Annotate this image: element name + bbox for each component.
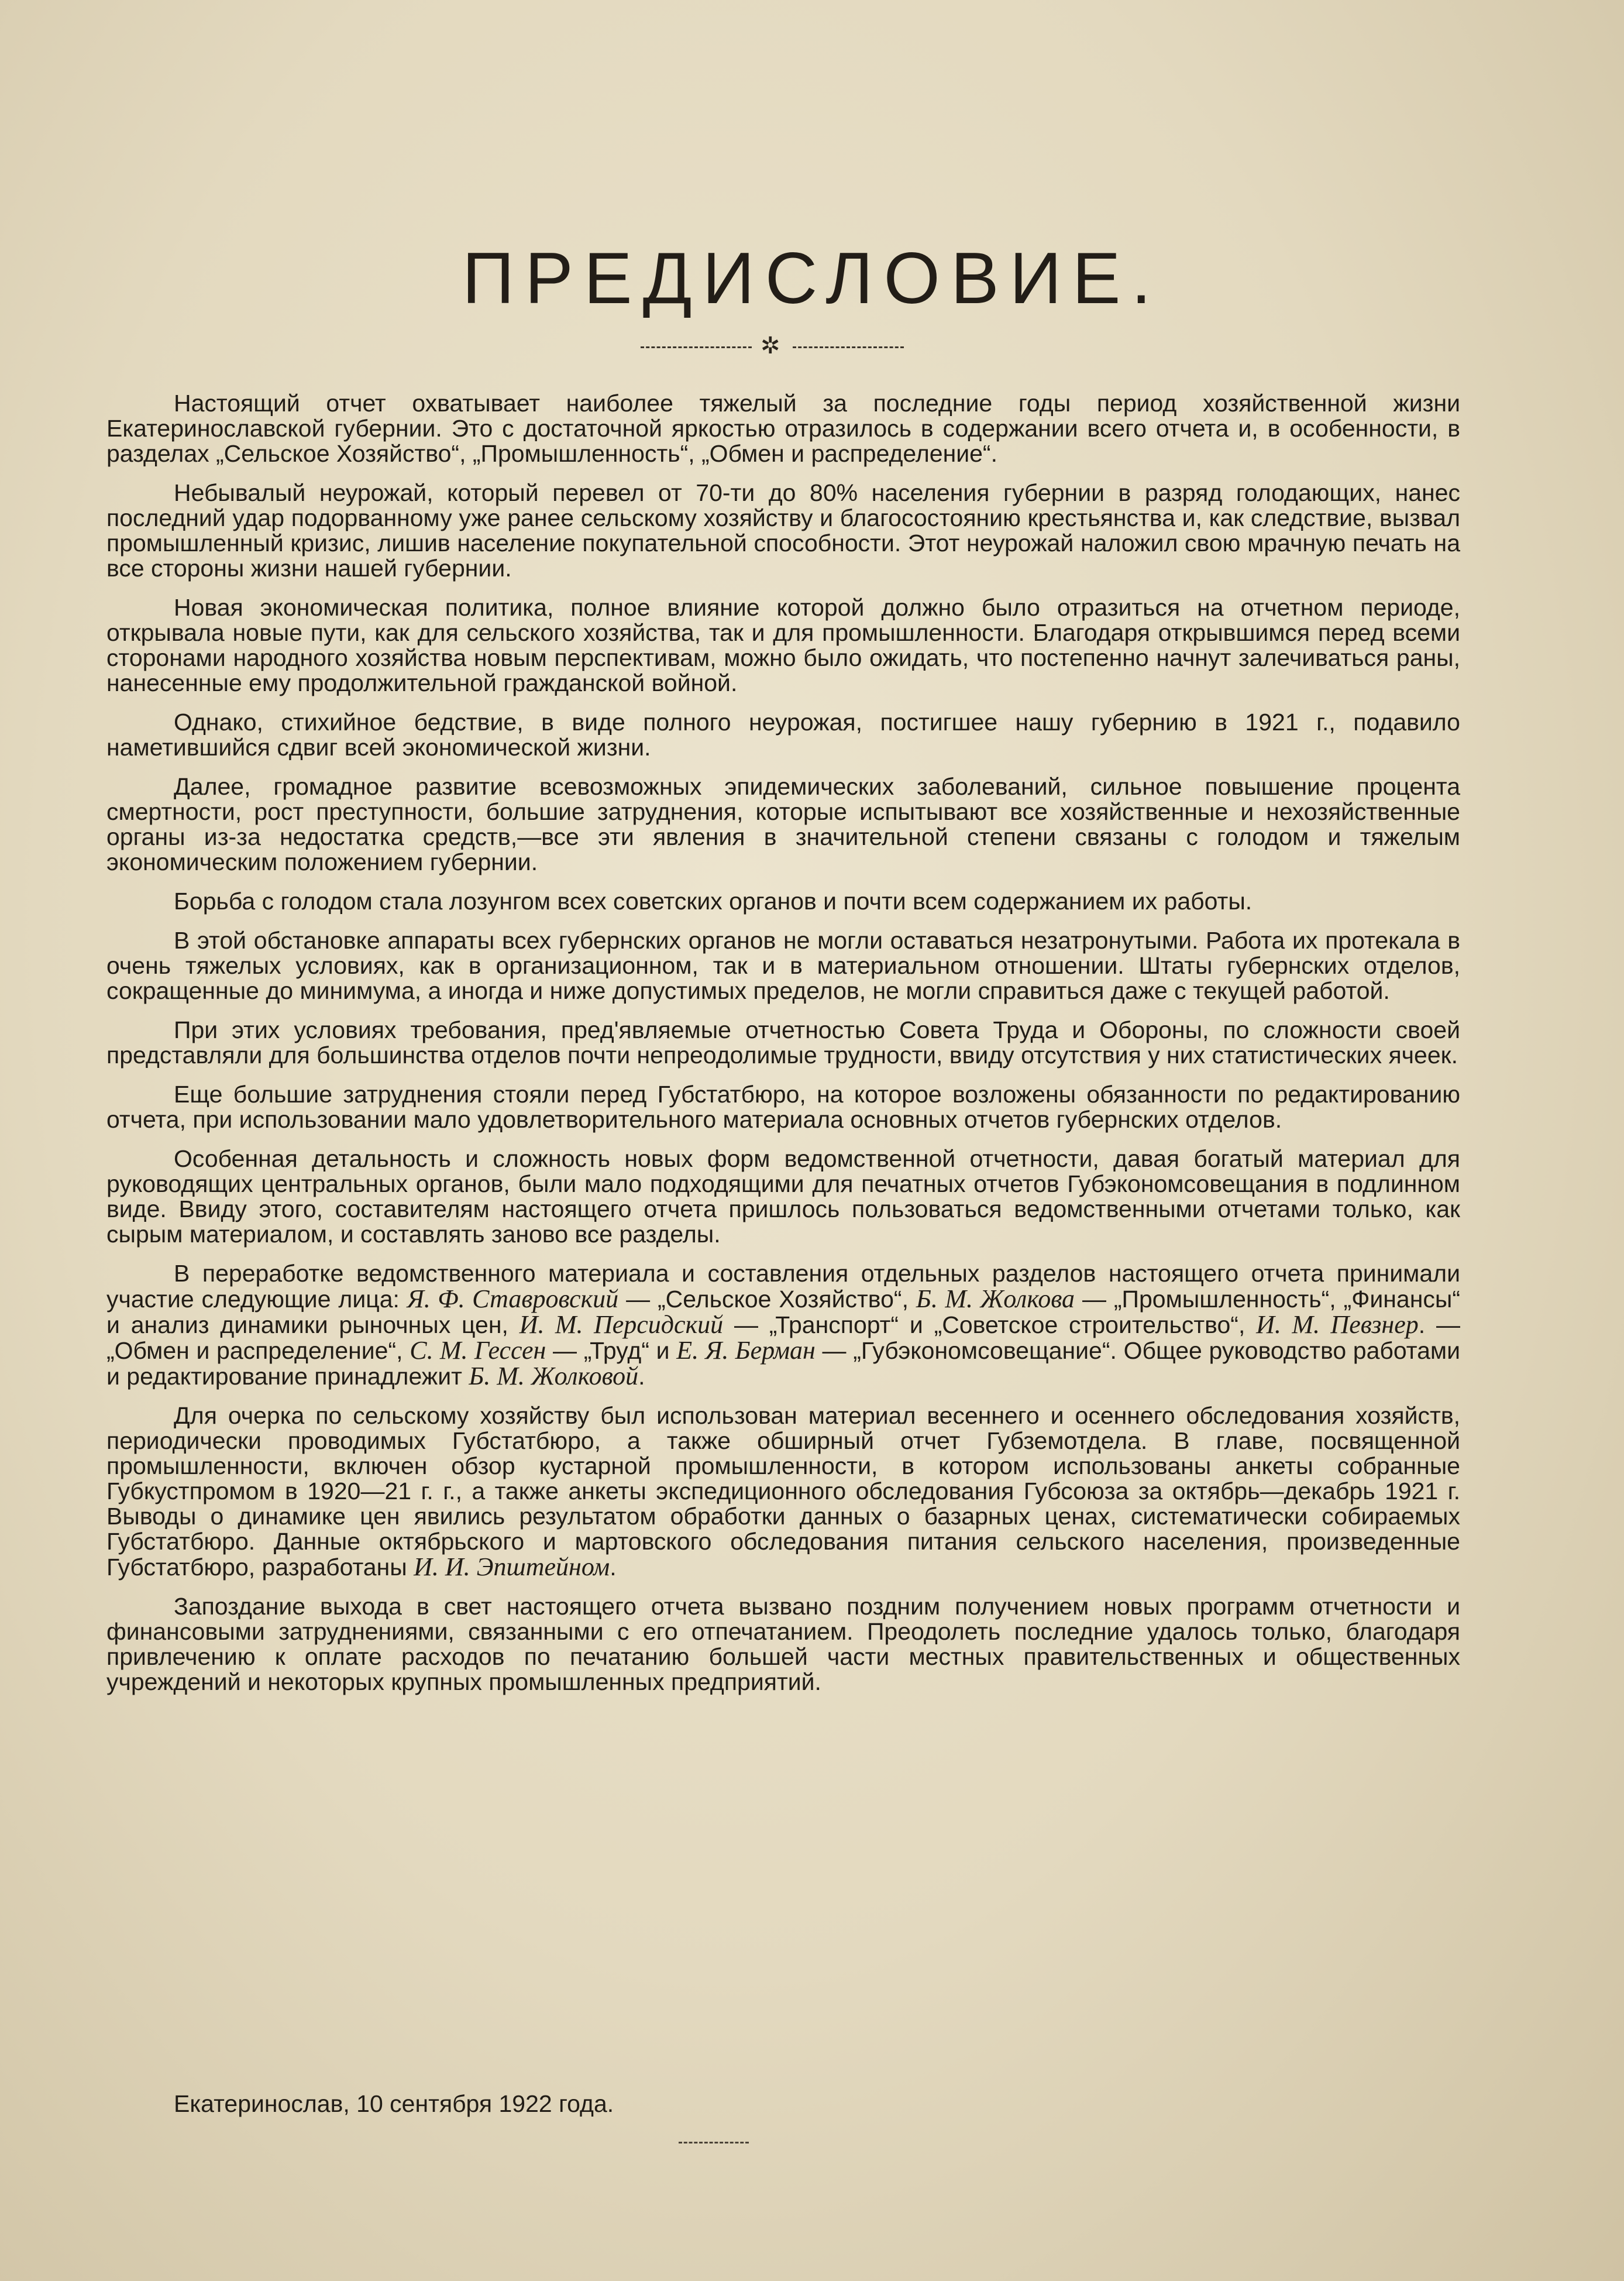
ornament-line-right <box>793 346 904 348</box>
author-name: И. И. Эпштейном <box>414 1552 610 1581</box>
page-title: ПРЕДИСЛОВИЕ. <box>462 238 1162 319</box>
text-run: . <box>610 1554 617 1581</box>
asterisk-ornament-icon: ✲ <box>761 332 780 359</box>
text-run: . — „Обмен и распределение“, <box>106 1311 1460 1364</box>
text-run: . <box>638 1363 645 1390</box>
author-name: Я. Ф. Ставровский <box>407 1284 619 1313</box>
text-run: — „Промышленность“, „Финансы“ и анализ динамики рыночных цен, <box>106 1286 1460 1338</box>
paragraph-8: При этих условиях требования, пред'являемые отчетностью Совета Труда и Обороны, по сложности своей представляли для большинства отделов почти непреодолимые трудности, ввиду отсутствия у них статистических ячеек. <box>106 1016 1460 1069</box>
author-name: Е. Я. Берман <box>676 1336 816 1365</box>
text-run: — „Губэкономсовещание“. Общее руководство работами и редактирование принадлежит <box>106 1337 1461 1390</box>
text-run: — „Труд“ и <box>546 1337 677 1364</box>
paragraph-2: Небывалый неурожай, который перевел от 70-ти до 80% населения губернии в разряд голодающих, нанес последний удар подорванному уже ранее сельскому хозяйству и благосостоянию крестьянства и, как следствие, вызвал промышленный кризис, лишив население покупательной способности. Этот неурожай наложил свою мрачную печать на все стороны жизни нашей губернии. <box>106 479 1460 582</box>
ornament-line-left <box>641 346 752 348</box>
author-name: И. М. Персидский <box>519 1310 724 1339</box>
text-run: — „Сельское Хозяйство“, <box>618 1286 916 1313</box>
text-run: Для очерка по сельскому хозяйству был использован материал весеннего и осеннего обследования хозяйств, периодически проводимых Губстатбюро, а также обширный отчет Губземотдела. В главе, посвященной промышленности, включен обзор кустарной промышленности, в котором использованы анкеты собранные Губкустпромом в 1920—21 г. г., а также анкеты экспедиционного обследования Губсоюза за октябрь—декабрь 1921 г. Выводы о динамике цен явились результатом обработки данных о базарных ценах, систематически собираемых Губстатбюро. Данные октябрьского и мартовского обследования питания сельского населения, произведенные Губстатбюро, разработаны <box>106 1402 1460 1581</box>
paragraph-10: Особенная детальность и сложность новых форм ведомственной отчетности, давая богатый материал для руководящих центральных органов, были мало подходящими для печатных отчетов Губэкономсовещания в подлинном виде. Ввиду этого, составителям настоящего отчета пришлось пользоваться ведомственными отчетами только, как сырым материалом, и составлять заново все разделы. <box>106 1145 1460 1248</box>
paragraph-6: Борьба с голодом стала лозунгом всех советских органов и почти всем содержанием их работы. <box>174 888 1253 915</box>
text-run: — „Транспорт“ и „Советское строительство“, <box>723 1311 1257 1338</box>
bleed-through-text <box>1498 135 1525 235</box>
text-run: В переработке ведомственного материала и составления отдельных разделов настоящего отчета принимали участие следующие лица: <box>106 1260 1460 1313</box>
paragraph-5: Далее, громадное развитие всевозможных эпидемических заболеваний, сильное повышение процента смертности, рост преступности, большие затруднения, которые испытывают все хозяйственные и нехозяйственные органы из-за недостатка средств,—все эти явления в значительной степени связаны с голодом и тяжелым экономическим положением губернии. <box>106 773 1460 875</box>
paragraph-3: Новая экономическая политика, полное влияние которой должно было отразиться на отчетном периоде, открывала новые пути, как для сельского хозяйства, так и для промышленности. Благодаря открывшимся перед всеми сторонами народного хозяйства новым перспективам, можно было ожидать, что постепенно начнут залечиваться раны, нанесенные ему продолжительной гражданской войной. <box>106 594 1460 696</box>
author-name: И. М. Певзнер <box>1256 1310 1419 1339</box>
paragraph-1: Настоящий отчет охватывает наиболее тяжелый за последние годы период хозяйственной жизни Екатеринославской губернии. Это с достаточной яркостью отразилось в содержании всего отчета и, в особенности, в разделах „Сельское Хозяйство“, „Промышленность“, „Обмен и распределение“. <box>106 390 1460 467</box>
paragraph-4: Однако, стихийное бедствие, в виде полного неурожая, постигшее нашу губернию в 1921 г., подавило наметившийся сдвиг всей экономической жизни. <box>106 709 1460 761</box>
body-text <box>106 391 1460 1709</box>
paragraph-12 <box>106 1403 1460 1580</box>
author-name: Б. М. Жолковой <box>469 1362 639 1390</box>
paragraph-13: Запоздание выхода в свет настоящего отчета вызвано поздним получением новых программ отчетности и финансовыми затруднениями, связанными с его отпечатанием. Преодолеть последние удалось только, благодаря привлечению к оплате расходов по печатанию большей части местных правительственных и общественных учреждений и некоторых крупных промышленных предприятий. <box>106 1593 1460 1695</box>
paragraph-9: Еще большие затруднения стояли перед Губстатбюро, на которое возложены обязанности по редактированию отчета, при использовании мало удовлетворительного материала основных отчетов губернских отделов. <box>106 1081 1460 1133</box>
title-ornament <box>641 332 904 359</box>
author-name: С. М. Гессен <box>410 1336 546 1365</box>
closing-dash-rule <box>679 2142 749 2143</box>
paragraph-7: В этой обстановке аппараты всех губернских органов не могли оставаться незатронутыми. Работа их протекала в очень тяжелых условиях, как в организационном, так и в материальном отношении. Штаты губернских отделов, сокращенные до минимума, а иногда и ниже допустимых пределов, не могли справиться даже с текущей работой. <box>106 927 1460 1004</box>
paragraph-11-contributors <box>106 1261 1460 1389</box>
author-name: Б. М. Жолкова <box>916 1284 1075 1313</box>
place-date-signature: Екатеринослав, 10 сентября 1922 года. <box>174 2090 614 2117</box>
